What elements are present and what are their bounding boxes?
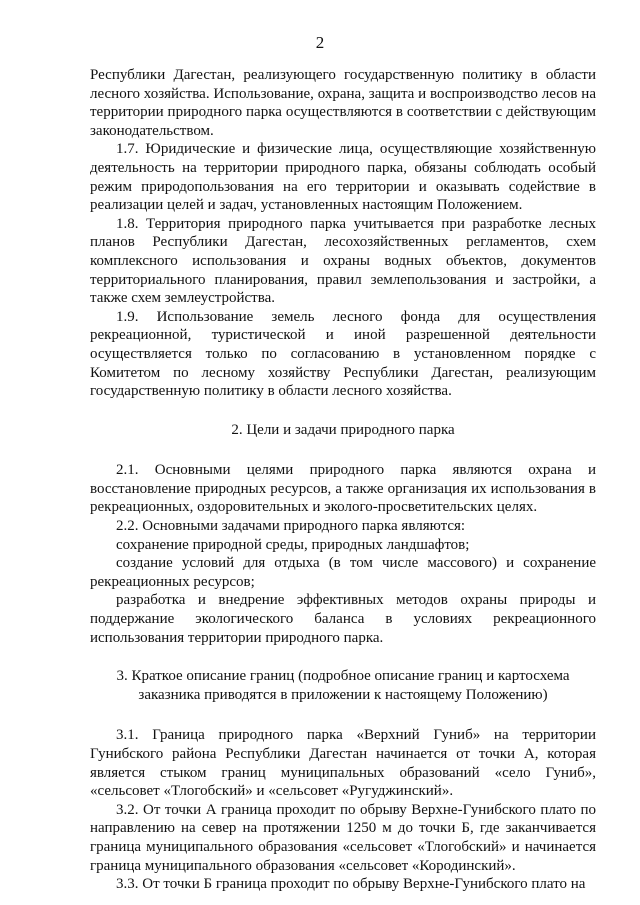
paragraph-1-7: 1.7. Юридические и физические лица, осуществляющие хозяйственную деятельность на территории природного парка, обязаны соблюдать особый режим природопользования на его территории и оказывать содействие в реализации целей и задач, установленных настоящим Положением. — [90, 141, 596, 214]
paragraph-3-3: 3.3. От точки Б граница проходит по обрыву Верхне-Гунибского плато на — [116, 876, 586, 893]
section-heading-2: 2. Цели и задачи природного парка — [231, 421, 455, 438]
list-item-2-2-a: сохранение природной среды, природных ландшафтов; — [116, 536, 470, 553]
paragraph-1-9: 1.9. Использование земель лесного фонда для осуществления рекреационной, туристической и иной разрешенной деятельности осуществляется только по согласованию в установленном порядке с Комитетом по лесному хозяйству Республики Дагестан, реализующим государственную политику в области лесного хозяйства. — [90, 308, 596, 400]
paragraph-continuation: Республики Дагестан, реализующего государственную политику в области лесного хозяйства. Использование, охрана, защита и воспроизводство лесов на территории природного парка осуществляются в соответствии с действующим законодательством. — [90, 67, 596, 139]
list-item-2-2-c: разработка и внедрение эффективных методов охраны природы и поддержание экологического баланса в условиях рекреационного использования территории природного парка. — [90, 592, 596, 646]
list-item-2-2-b: создание условий для отдыха (в том числе массового) и сохранение рекреационных ресурсов; — [90, 555, 596, 590]
document-body — [90, 66, 596, 894]
page-number: 2 — [315, 33, 325, 52]
section-heading-3-line-2: заказника приводятся в приложении к настоящему Положению) — [138, 686, 548, 703]
section-heading-3-line-1: 3. Краткое описание границ (подробное описание границ и картосхема — [116, 668, 570, 685]
section-heading-3 — [90, 667, 596, 704]
paragraph-2-1: 2.1. Основными целями природного парка являются охрана и восстановление природных ресурсов, а также организация их использования в рекреационных, оздоровительных и эколого-просветительских целях. — [90, 462, 596, 516]
paragraph-3-2: 3.2. От точки А граница проходит по обрыву Верхне-Гунибского плато по направлению на север на протяжении 1250 м до точки Б, где заканчивается граница муниципального образования «сельсовет «Тлогобский» и начинается граница муниципального образования «сельсовет «Кородинский». — [90, 801, 596, 874]
paragraph-1-8: 1.8. Территория природного парка учитывается при разработке лесных планов Республики Дагестан, лесохозяйственных регламентов, схем комплексного использования и охраны водных объектов, документов территориального планирования, правил землепользования и застройки, а также схем землеустройства. — [90, 215, 596, 307]
paragraph-2-2: 2.2. Основными задачами природного парка являются: — [116, 518, 466, 535]
paragraph-3-1: 3.1. Граница природного парка «Верхний Гуниб» на территории Гунибского района Республики Дагестан начинается от точки А, которая является стыком границ муниципальных образований «село Гуниб», «сельсовет «Тлогобский» и «сельсовет «Ругуджинский». — [90, 727, 596, 800]
